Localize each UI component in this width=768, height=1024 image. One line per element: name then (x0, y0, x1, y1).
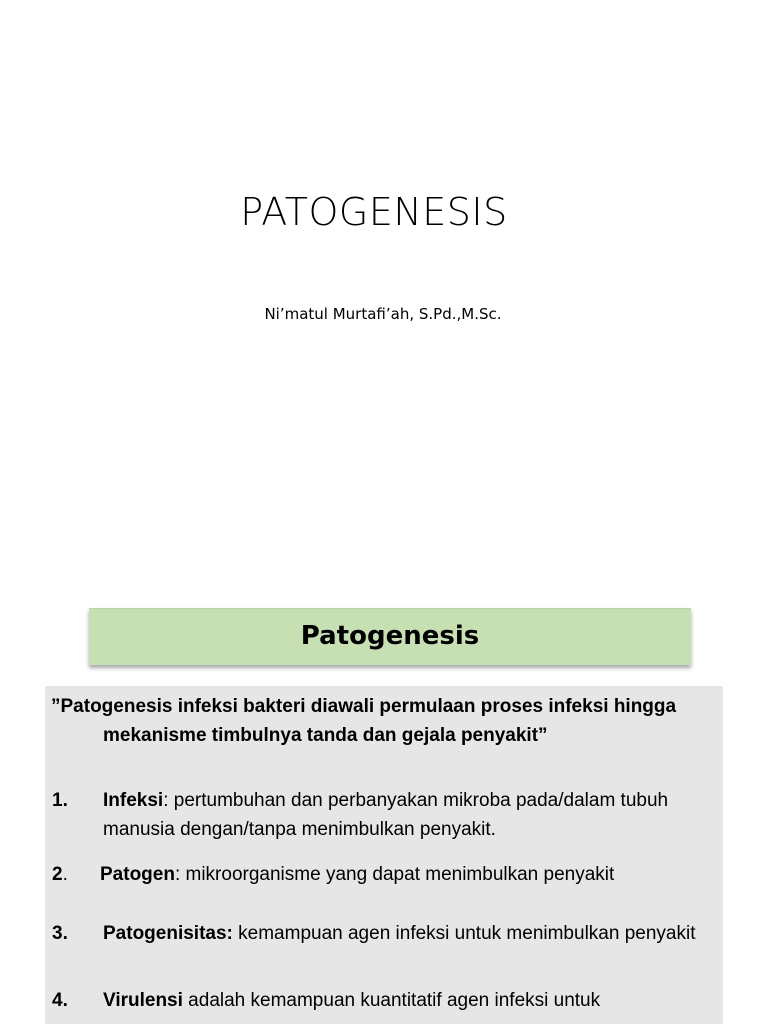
list-item (52, 786, 717, 844)
list-item-text: adalah kemampuan kuantitatif agen infeksi untuk (182, 990, 601, 1011)
list-item-term: Virulensi (103, 990, 183, 1011)
quote-line-1: ”Patogenesis infeksi bakteri diawali permulaan proses infeksi hingga (51, 696, 677, 717)
list-item-number: 1. (52, 790, 68, 811)
list-item (52, 986, 717, 1015)
slide-author: Ni’matul Murtafi’ah, S.Pd.,M.Sc. (264, 305, 502, 323)
list-item-text: : mikroorganisme yang dapat menimbulkan penyakit (174, 864, 615, 885)
content-box (45, 686, 723, 1024)
list-item-number: 2. (52, 864, 68, 885)
list-item (52, 860, 717, 889)
list-item-number: 3. (52, 923, 68, 944)
list-item-term: Patogen (100, 864, 175, 885)
quote-line-2: mekanisme timbulnya tanda dan gejala penyakit” (103, 725, 548, 746)
list-item-text: kemampuan agen infeksi untuk menimbulkan penyakit (232, 923, 696, 944)
slide-title: PATOGENESIS (240, 190, 508, 234)
list-item-number: 4. (52, 990, 68, 1011)
list-item-text: : pertumbuhan dan perbanyakan mikroba pada/dalam tubuh manusia dengan/tanpa menimbulkan penyakit. (103, 790, 669, 840)
section-header-box (89, 608, 691, 665)
list-item-term: Infeksi (103, 790, 164, 811)
definition-quote (51, 692, 711, 750)
section-header-title: Patogenesis (300, 621, 480, 651)
list-item-term: Patogenisitas: (103, 923, 233, 944)
list-item (52, 919, 717, 948)
